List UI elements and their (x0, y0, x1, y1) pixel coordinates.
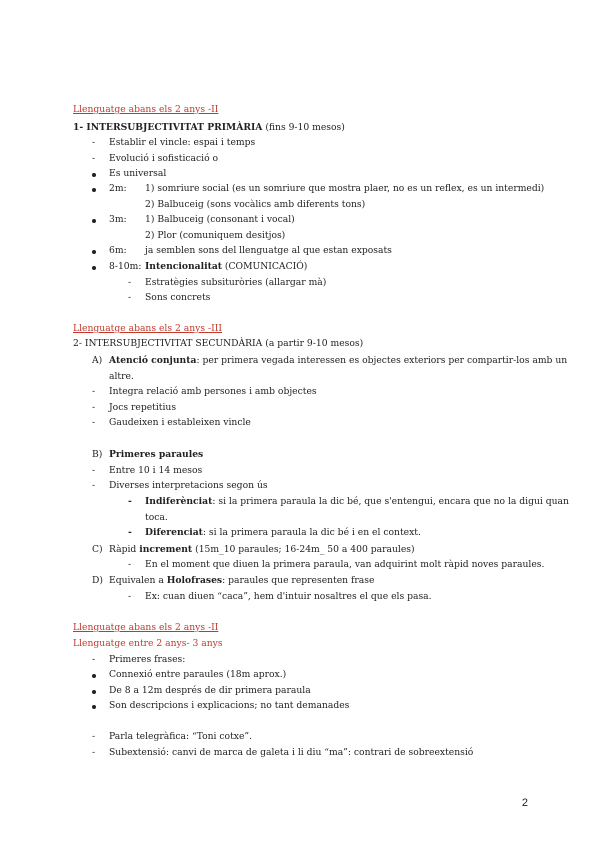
list-item: Diverses interpretacions segon ús (109, 480, 268, 491)
dash-bullet: - (128, 527, 132, 538)
section2-title: 2- INTERSUBJECTIVITAT SECUNDÀRIA (a partir 9-10 mesos) (73, 338, 364, 349)
list-item: Primeres frases: (109, 654, 186, 665)
section2-heading: Llenguatge abans els 2 anys -III (73, 323, 222, 334)
list-marker: D) (92, 575, 103, 586)
dash-bullet: - (128, 277, 132, 288)
list-item: Son descripcions i explicacions; no tant demanades (109, 700, 350, 711)
bullet-dot (92, 690, 96, 694)
list-item: Es universal (109, 168, 167, 179)
list-item: Ràpid increment (15m_10 paraules; 16-24m_ 50 a 400 paraules) (109, 544, 415, 555)
list-item: 1) somriure social (es un somriure que mostra plaer, no es un reflex, es un intermedi) (145, 183, 545, 194)
bullet-dot (92, 705, 96, 709)
list-item: Evolució i sofisticació o (109, 153, 219, 164)
bullet-dot (92, 674, 96, 678)
list-item-key: 3m: (109, 214, 127, 225)
section1-heading: Llenguatge abans els 2 anys -II (73, 104, 219, 115)
dash-bullet: - (92, 465, 96, 476)
dash-bullet: - (92, 731, 96, 742)
bullet-dot (92, 219, 96, 223)
list-item: Establir el vincle: espai i temps (109, 137, 256, 148)
bullet-dot (92, 250, 96, 254)
list-marker: C) (92, 544, 103, 555)
list-item: Indiferènciat: si la primera paraula la dic bé, que s'entengui, encara que no la digui quan (145, 496, 569, 507)
list-item-key: 6m: (109, 245, 127, 256)
list-item: Estratègies subsituròries (allargar mà) (145, 277, 327, 288)
list-item: Equivalen a Holofrases: paraules que representen frase (109, 575, 375, 586)
list-item: Atenció conjunta: per primera vegada interessen es objectes exteriors per compartir-los amb un (109, 355, 568, 366)
list-item: ja semblen sons del llenguatge al que estan exposats (145, 245, 392, 256)
list-item: Parla telegràfica: “Toni cotxe”. (109, 731, 253, 742)
section3-subheading: Llenguatge entre 2 anys- 3 anys (73, 638, 223, 649)
list-item: Integra relació amb persones i amb objectes (109, 386, 317, 397)
list-item: De 8 a 12m després de dir primera paraula (109, 685, 311, 696)
dash-bullet: - (92, 480, 96, 491)
dash-bullet: - (128, 292, 132, 303)
dash-bullet: - (128, 559, 132, 570)
list-item: Connexió entre paraules (18m aprox.) (109, 669, 287, 680)
list-marker: B) (92, 449, 103, 460)
section1-title: 1- INTERSUBJECTIVITAT PRIMÀRIA (fins 9-10 mesos) (73, 122, 345, 133)
bullet-dot (92, 266, 96, 270)
dash-bullet: - (92, 137, 96, 148)
list-item: 2) Balbuceig (sons vocàlics amb diferents tons) (145, 199, 366, 210)
dash-bullet: - (92, 153, 96, 164)
list-item-key: 8-10m: (109, 261, 142, 272)
list-item: En el moment que diuen la primera paraula, van adquirint molt ràpid noves paraules. (145, 559, 545, 570)
list-item: altre. (109, 371, 134, 382)
list-item: Ex: cuan diuen “caca”, hem d'intuir nosaltres el que els pasa. (145, 591, 432, 602)
dash-bullet: - (92, 402, 96, 413)
list-item: Jocs repetitius (109, 402, 177, 413)
list-item: Gaudeixen i estableixen vincle (109, 417, 251, 428)
list-item-key: 2m: (109, 183, 127, 194)
bullet-dot (92, 173, 96, 177)
list-item: Entre 10 i 14 mesos (109, 465, 203, 476)
dash-bullet: - (92, 417, 96, 428)
list-item: 1) Balbuceig (consonant i vocal) (145, 214, 295, 225)
list-marker: A) (92, 355, 103, 366)
list-item: Subextensió: canvi de marca de galeta i li diu “ma”: contrari de sobreextensió (109, 747, 474, 758)
list-item: Primeres paraules (109, 449, 204, 460)
list-item: 2) Plor (comuniquem desitjos) (145, 230, 286, 241)
dash-bullet: - (92, 386, 96, 397)
list-item: Diferenciat: si la primera paraula la dic bé i en el context. (145, 527, 421, 538)
dash-bullet: - (92, 654, 96, 665)
dash-bullet: - (128, 591, 132, 602)
page-number: 2 (521, 797, 528, 809)
section3-heading: Llenguatge abans els 2 anys -II (73, 622, 219, 633)
list-item: Intencionalitat (COMUNICACIÓ) (145, 261, 308, 272)
bullet-dot (92, 188, 96, 192)
list-item: toca. (145, 512, 168, 523)
dash-bullet: - (92, 747, 96, 758)
list-item: Sons concrets (145, 292, 211, 303)
dash-bullet: - (128, 496, 132, 507)
